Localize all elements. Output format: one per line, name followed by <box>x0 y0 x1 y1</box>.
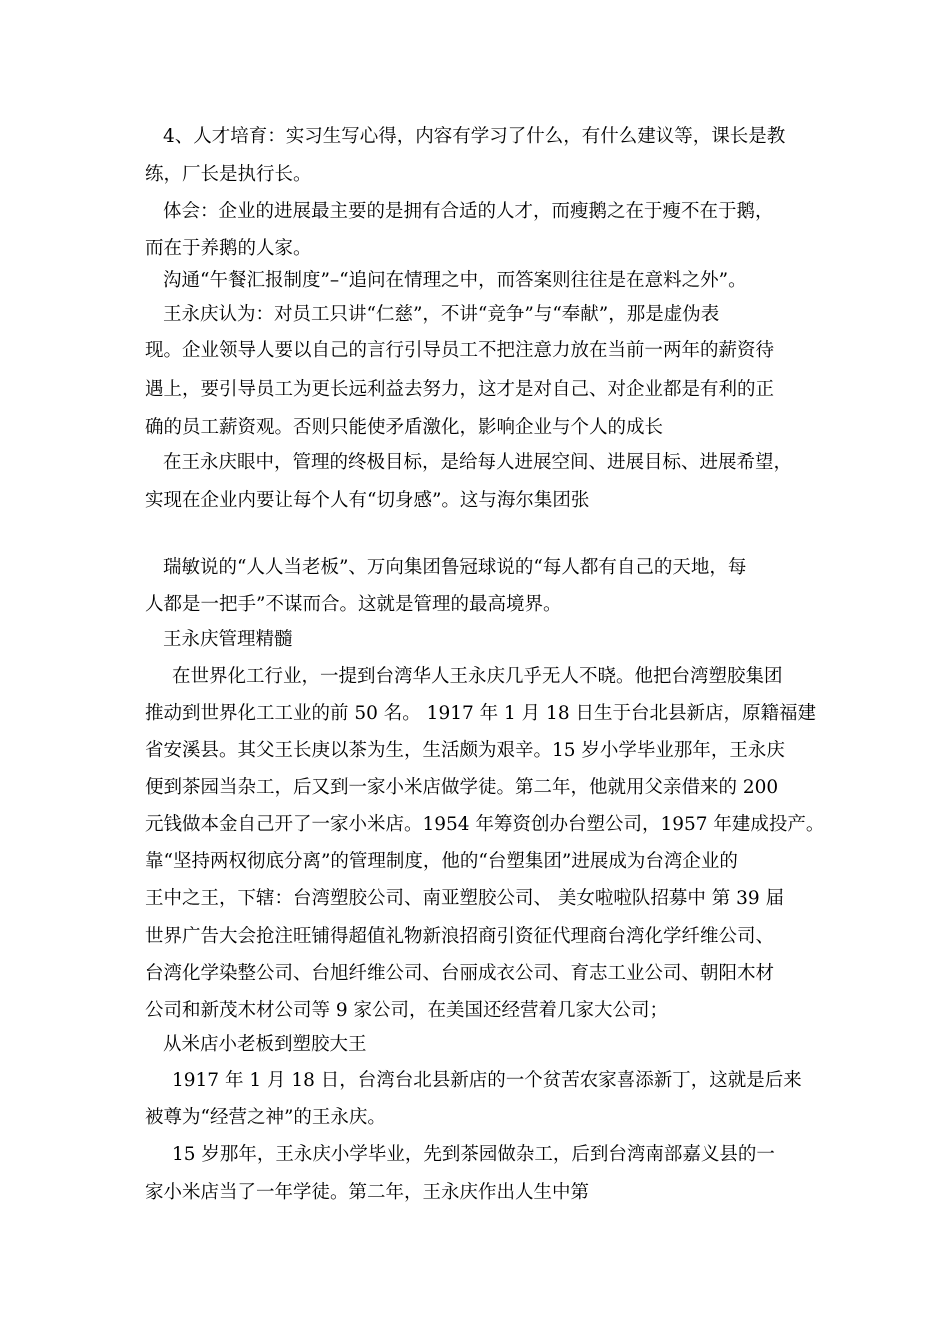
text-line: 4、人才培育：实习生写心得，内容有学习了什么，有什么建议等，课长是教 <box>163 126 786 147</box>
text-line: 王永庆认为：对员工只讲“仁慈”，不讲“竞争”与“奉献”，那是虚伪表 <box>163 304 720 325</box>
text-line: 确的员工薪资观。否则只能使矛盾激化，影响企业与个人的成长 <box>145 417 664 438</box>
text-line: 公司和新茂木材公司等 9 家公司，在美国还经营着几家大公司； <box>145 1000 669 1021</box>
section-heading: 从米店小老板到塑胶大王 <box>163 1034 367 1055</box>
text-line: 瑞敏说的“人人当老板”、万向集团鲁冠球说的“每人都有自己的天地，每 <box>163 557 747 578</box>
text-line: 世界广告大会抢注旺铺得超值礼物新浪招商引资征代理商台湾化学纤维公司、 <box>145 926 775 947</box>
text-line: 台湾化学染整公司、台旭纤维公司、台丽成衣公司、育志工业公司、朝阳木材 <box>145 963 775 984</box>
text-line: 遇上，要引导员工为更长远利益去努力，这才是对自己、对企业都是有利的正 <box>145 379 775 400</box>
text-line: 体会：企业的进展最主要的是拥有合适的人才，而瘦鹅之在于瘦不在于鹅， <box>163 201 774 222</box>
text-line: 在世界化工行业，一提到台湾华人王永庆几乎无人不晓。他把台湾塑胶集团 <box>172 666 783 687</box>
text-line: 便到茶园当杂工，后又到一家小米店做学徒。第二年，他就用父亲借来的 200 <box>145 777 779 798</box>
text-line: 现。企业领导人要以自己的言行引导员工不把注意力放在当前一两年的薪资待 <box>145 340 775 361</box>
text-line: 元钱做本金自己开了一家小米店。1954 年筹资创办台塑公司，1957 年建成投产。 <box>145 814 825 835</box>
text-line: 而在于养鹅的人家。 <box>145 238 312 259</box>
text-line: 练，厂长是执行长。 <box>145 164 312 185</box>
text-line: 人都是一把手”不谋而合。这就是管理的最高境界。 <box>145 594 562 615</box>
text-line: 推动到世界化工工业的前 50 名。 1917 年 1 月 18 日生于台北县新店，原籍福建 <box>145 703 816 724</box>
text-line: 家小米店当了一年学徒。第二年，王永庆作出人生中第 <box>145 1182 590 1203</box>
text-line: 在王永庆眼中，管理的终极目标，是给每人进展空间、进展目标、进展希望， <box>163 452 793 473</box>
text-line: 实现在企业内要让每个人有“切身感”。这与海尔集团张 <box>145 490 590 511</box>
text-line: 王中之王，下辖：台湾塑胶公司、南亚塑胶公司、 美女啦啦队招募中 第 39 届 <box>145 888 785 909</box>
text-line: 15 岁那年，王永庆小学毕业，先到茶园做杂工，后到台湾南部嘉义县的一 <box>172 1144 775 1165</box>
section-heading: 王永庆管理精髓 <box>163 629 293 650</box>
text-line: 省安溪县。其父王长庚以茶为生，生活颇为艰辛。15 岁小学毕业那年，王永庆 <box>145 740 785 761</box>
text-line: 靠“坚持两权彻底分离”的管理制度，他的“台塑集团”进展成为台湾企业的 <box>145 851 738 872</box>
text-line: 沟通“午餐汇报制度”–“追问在情理之中，而答案则往往是在意料之外”。 <box>163 270 747 291</box>
text-line: 被尊为“经营之神”的王永庆。 <box>145 1107 386 1128</box>
text-line: 1917 年 1 月 18 日，台湾台北县新店的一个贫苦农家喜添新丁，这就是后来 <box>172 1070 802 1091</box>
